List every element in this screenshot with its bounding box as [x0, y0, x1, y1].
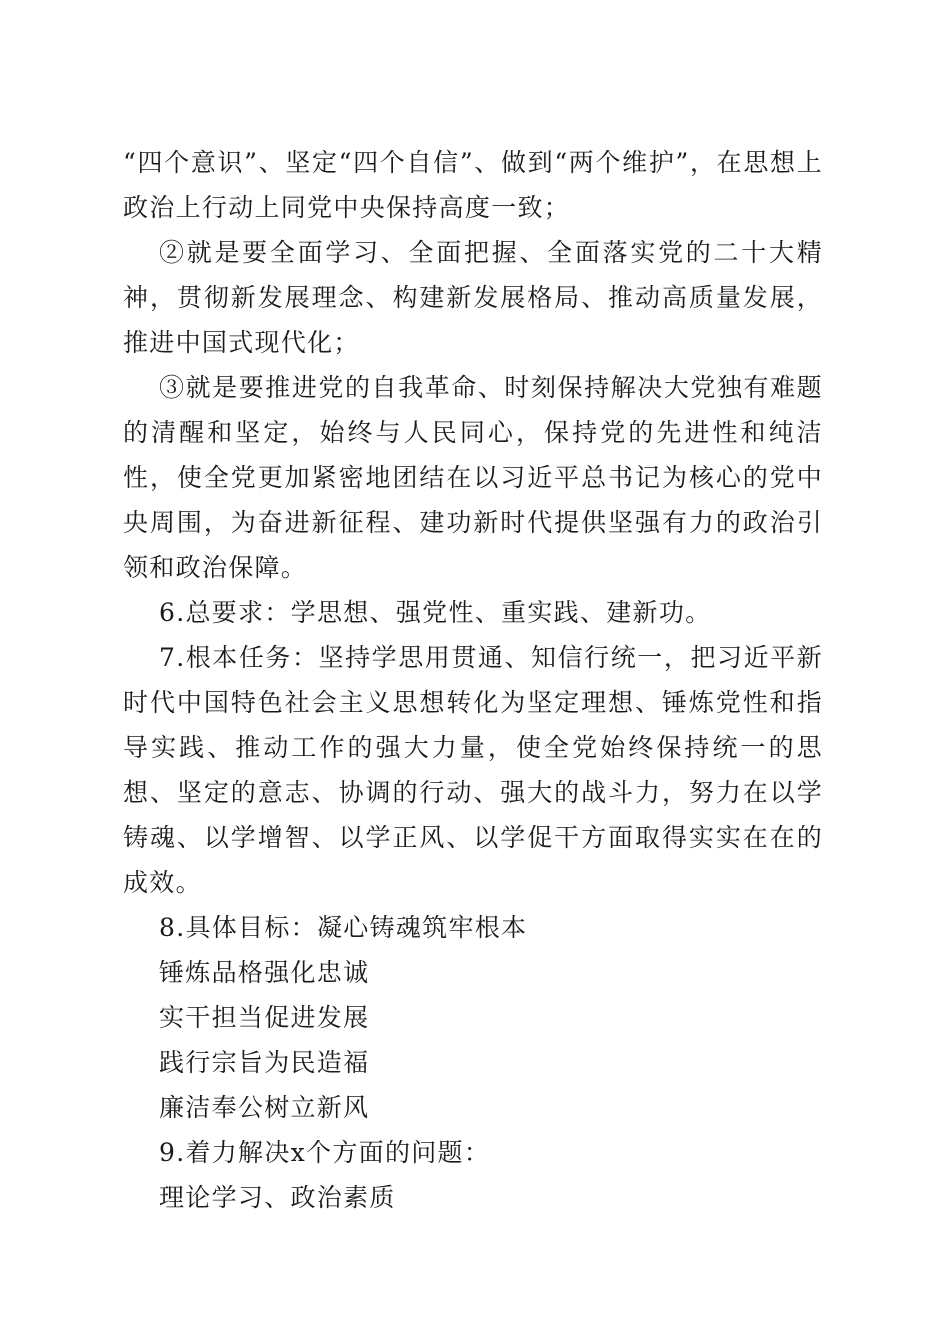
goal-line: 锤炼品格强化忠诚 [159, 958, 370, 987]
paragraph-point-3: ③就是要推进党的自我革命、时刻保持解决大党独有难题的清醒和坚定，始终与人民同心，保持党的先进性和纯洁性，使全党更加紧密地团结在以习近平总书记为核心的党中央周围，为奋进新征程、建功新时代提供坚强有力的政治引领和政治保障。 [123, 373, 823, 582]
paragraph-item-8: 8.具体目标：凝心铸魂筑牢根本 [159, 913, 528, 942]
paragraph-item-7: 7.根本任务：坚持学思用贯通、知信行统一，把习近平新时代中国特色社会主义思想转化为坚定理想、锤炼党性和指导实践、推动工作的强大力量，使全党始终保持统一的思想、坚定的意志、协调的行动、强大的战斗力，努力在以学铸魂、以学增智、以学正风、以学促干方面取得实实在在的成效。 [123, 643, 823, 897]
document-body [123, 140, 823, 1220]
paragraph-item-9: 9.着力解决x个方面的问题： [159, 1138, 491, 1167]
goal-line: 践行宗旨为民造福 [159, 1048, 370, 1077]
paragraph-continuation: “四个意识”、坚定“四个自信”、做到“两个维护”，在思想上政治上行动上同党中央保持高度一致； [123, 148, 823, 222]
problem-line: 理论学习、政治素质 [159, 1183, 396, 1212]
paragraph-item-6: 6.总要求：学思想、强党性、重实践、建新功。 [159, 598, 712, 627]
goal-line: 实干担当促进发展 [159, 1003, 370, 1032]
goal-line: 廉洁奉公树立新风 [159, 1093, 370, 1122]
paragraph-point-2: ②就是要全面学习、全面把握、全面落实党的二十大精神，贯彻新发展理念、构建新发展格局、推动高质量发展，推进中国式现代化； [123, 238, 823, 357]
